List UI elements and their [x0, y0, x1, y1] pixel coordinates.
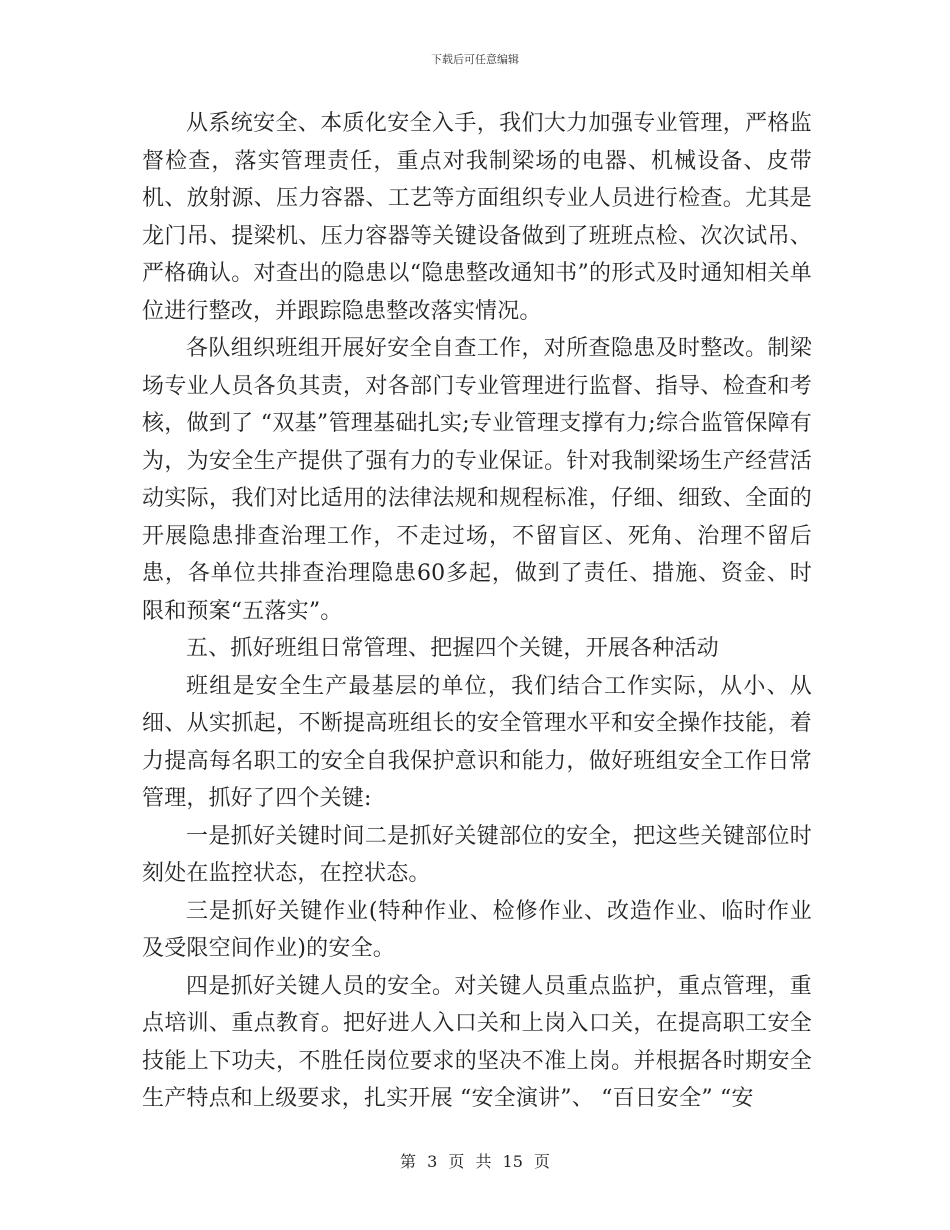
- paragraph-3: 班组是安全生产最基层的单位，我们结合工作实际，从小、从细、从实抓起，不断提高班组长的安全管理水平和安全操作技能，着力提高每名职工的安全自我保护意识和能力，做好班组安全工作日常管理，抓好了四个关键:: [142, 673, 812, 811]
- paragraph-5: 三是抓好关键作业(特种作业、检修作业、改造作业、临时作业及受限空间作业)的安全。: [142, 898, 812, 961]
- page-header-note: 下载后可任意编辑: [431, 53, 519, 66]
- page-number: 第 3 页 共 15 页: [400, 1152, 550, 1171]
- paragraph-1: 从系统安全、本质化安全入手，我们大力加强专业管理，严格监督检查，落实管理责任，重点对我制梁场的电器、机械设备、皮带机、放射源、压力容器、工艺等方面组织专业人员进行检查。尤其是龙门吊、提梁机、压力容器等关键设备做到了班班点检、次次试吊、严格确认。对查出的隐患以“隐患整改通知书”的形式及时通知相关单位进行整改，并跟踪隐患整改落实情况。: [142, 111, 812, 324]
- paragraph-6: 四是抓好关键人员的安全。对关键人员重点监护，重点管理，重点培训、重点教育。把好进人入口关和上岗入口关，在提高职工安全技能上下功夫，不胜任岗位要求的坚决不准上岗。并根据各时期安全生产特点和上级要求，扎实开展 “安全演讲”、 “百日安全” “安: [142, 973, 812, 1111]
- document-body: [142, 105, 812, 1118]
- section-heading-5: 五、抓好班组日常管理、把握四个关键，开展各种活动: [186, 636, 719, 661]
- paragraph-4: 一是抓好关键时间二是抓好关键部位的安全，把这些关键部位时刻处在监控状态，在控状态。: [142, 823, 812, 886]
- paragraph-2: 各队组织班组开展好安全自查工作，对所查隐患及时整改。制梁场专业人员各负其责，对各部门专业管理进行监督、指导、检查和考核，做到了 “双基”管理基础扎实;专业管理支撑有力;综合监管保障有为，为安全生产提供了强有力的专业保证。针对我制梁场生产经营活动实际，我们对比适用的法律法规和规程标准，仔细、细致、全面的开展隐患排查治理工作，不走过场，不留盲区、死角、治理不留后患，各单位共排查治理隐患60多起，做到了责任、措施、资金、时限和预案“五落实”。: [142, 336, 812, 624]
